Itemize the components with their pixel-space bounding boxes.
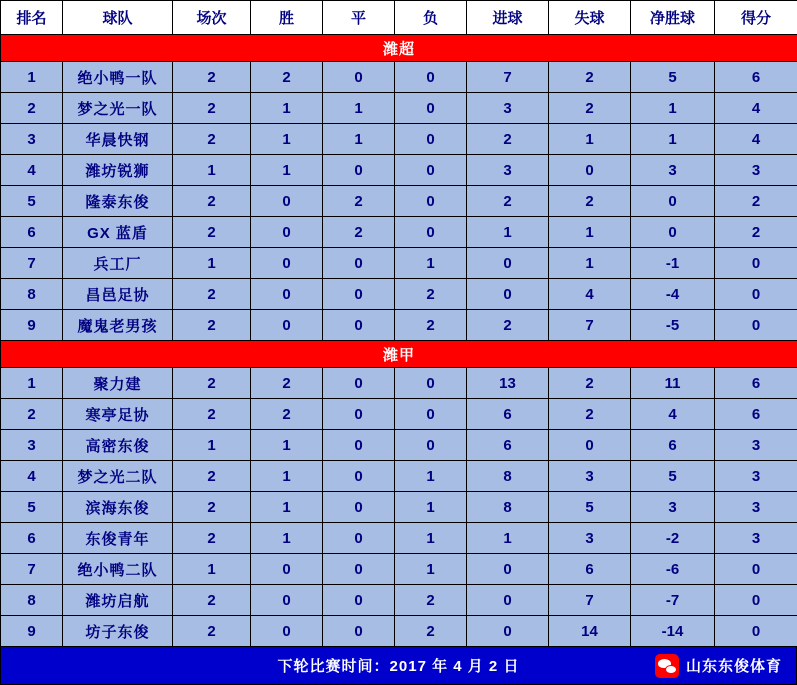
cell-win: 1: [251, 124, 323, 155]
cell-draw: 0: [323, 492, 395, 523]
cell-goals-for: 2: [467, 124, 549, 155]
cell-draw: 0: [323, 155, 395, 186]
cell-rank: 2: [1, 399, 63, 430]
table-row: [1, 93, 797, 124]
cell-rank: 1: [1, 368, 63, 399]
cell-loss: 0: [395, 155, 467, 186]
cell-win: 2: [251, 399, 323, 430]
cell-goal-diff: 5: [631, 461, 715, 492]
table-row: [1, 492, 797, 523]
cell-draw: 0: [323, 279, 395, 310]
cell-points: 2: [715, 186, 797, 217]
cell-points: 3: [715, 155, 797, 186]
cell-played: 2: [173, 310, 251, 341]
cell-loss: 0: [395, 399, 467, 430]
cell-rank: 7: [1, 554, 63, 585]
cell-win: 0: [251, 585, 323, 616]
cell-loss: 0: [395, 430, 467, 461]
table-row: [1, 248, 797, 279]
cell-win: 1: [251, 155, 323, 186]
cell-points: 6: [715, 368, 797, 399]
cell-win: 1: [251, 461, 323, 492]
cell-rank: 6: [1, 217, 63, 248]
cell-draw: 0: [323, 310, 395, 341]
cell-goals-against: 5: [549, 492, 631, 523]
column-header-goals-for: 进球: [467, 1, 549, 35]
cell-played: 1: [173, 554, 251, 585]
cell-points: 6: [715, 399, 797, 430]
cell-draw: 0: [323, 461, 395, 492]
table-body: [1, 35, 797, 647]
cell-rank: 8: [1, 279, 63, 310]
header-row: [1, 1, 797, 35]
cell-draw: 0: [323, 554, 395, 585]
cell-goals-against: 6: [549, 554, 631, 585]
cell-points: 0: [715, 616, 797, 647]
group-title: 潍甲: [1, 341, 797, 368]
cell-loss: 1: [395, 554, 467, 585]
cell-team: 昌邑足协: [63, 279, 173, 310]
table-row: [1, 554, 797, 585]
cell-team: 绝小鸭一队: [63, 62, 173, 93]
table-row: [1, 124, 797, 155]
cell-goals-for: 2: [467, 310, 549, 341]
cell-played: 1: [173, 155, 251, 186]
cell-rank: 4: [1, 155, 63, 186]
cell-team: 潍坊启航: [63, 585, 173, 616]
cell-win: 2: [251, 62, 323, 93]
cell-goals-for: 8: [467, 492, 549, 523]
cell-played: 2: [173, 399, 251, 430]
cell-loss: 0: [395, 368, 467, 399]
cell-points: 2: [715, 217, 797, 248]
cell-goal-diff: 3: [631, 492, 715, 523]
table-row: [1, 616, 797, 647]
cell-draw: 1: [323, 93, 395, 124]
cell-loss: 1: [395, 492, 467, 523]
next-round-text: 下轮比赛时间：2017 年 4 月 2 日: [277, 658, 520, 675]
cell-rank: 3: [1, 430, 63, 461]
group-title: 潍超: [1, 35, 797, 62]
cell-draw: 0: [323, 62, 395, 93]
cell-draw: 1: [323, 124, 395, 155]
cell-played: 2: [173, 186, 251, 217]
cell-played: 2: [173, 279, 251, 310]
cell-points: 4: [715, 124, 797, 155]
cell-rank: 7: [1, 248, 63, 279]
cell-draw: 0: [323, 248, 395, 279]
group-header-row: [1, 35, 797, 62]
cell-team: 梦之光二队: [63, 461, 173, 492]
cell-team: 绝小鸭二队: [63, 554, 173, 585]
cell-rank: 6: [1, 523, 63, 554]
cell-goals-against: 2: [549, 368, 631, 399]
cell-points: 3: [715, 523, 797, 554]
cell-points: 0: [715, 279, 797, 310]
column-header-played: 场次: [173, 1, 251, 35]
table-row: [1, 461, 797, 492]
cell-goal-diff: 1: [631, 93, 715, 124]
cell-goals-against: 2: [549, 93, 631, 124]
cell-goals-against: 3: [549, 523, 631, 554]
cell-played: 2: [173, 492, 251, 523]
cell-rank: 5: [1, 186, 63, 217]
table-row: [1, 62, 797, 93]
cell-team: 隆泰东俊: [63, 186, 173, 217]
cell-team: 聚力建: [63, 368, 173, 399]
cell-goals-for: 0: [467, 248, 549, 279]
cell-draw: 0: [323, 368, 395, 399]
cell-loss: 0: [395, 217, 467, 248]
cell-team: 东俊青年: [63, 523, 173, 554]
cell-draw: 0: [323, 616, 395, 647]
cell-rank: 1: [1, 62, 63, 93]
cell-goal-diff: 3: [631, 155, 715, 186]
cell-played: 1: [173, 430, 251, 461]
cell-loss: 1: [395, 523, 467, 554]
cell-goals-against: 1: [549, 124, 631, 155]
cell-win: 1: [251, 523, 323, 554]
table-row: [1, 585, 797, 616]
cell-played: 2: [173, 616, 251, 647]
cell-goals-against: 7: [549, 585, 631, 616]
table-row: [1, 186, 797, 217]
cell-rank: 8: [1, 585, 63, 616]
table-row: [1, 310, 797, 341]
cell-goals-for: 3: [467, 155, 549, 186]
cell-points: 4: [715, 93, 797, 124]
cell-goals-against: 2: [549, 186, 631, 217]
column-header-loss: 负: [395, 1, 467, 35]
cell-rank: 3: [1, 124, 63, 155]
cell-win: 0: [251, 554, 323, 585]
cell-goals-for: 3: [467, 93, 549, 124]
cell-goals-against: 7: [549, 310, 631, 341]
cell-goals-for: 2: [467, 186, 549, 217]
cell-draw: 0: [323, 399, 395, 430]
group-header-row: [1, 341, 797, 368]
cell-loss: 0: [395, 62, 467, 93]
cell-draw: 2: [323, 186, 395, 217]
cell-win: 0: [251, 248, 323, 279]
cell-played: 2: [173, 124, 251, 155]
cell-win: 2: [251, 368, 323, 399]
cell-played: 2: [173, 368, 251, 399]
cell-goal-diff: -7: [631, 585, 715, 616]
cell-played: 2: [173, 585, 251, 616]
cell-team: GX 蓝盾: [63, 217, 173, 248]
column-header-goals-against: 失球: [549, 1, 631, 35]
cell-win: 0: [251, 279, 323, 310]
column-header-win: 胜: [251, 1, 323, 35]
cell-goal-diff: 11: [631, 368, 715, 399]
cell-goals-against: 0: [549, 430, 631, 461]
cell-goal-diff: 0: [631, 186, 715, 217]
cell-rank: 4: [1, 461, 63, 492]
table-row: [1, 399, 797, 430]
cell-goals-for: 1: [467, 523, 549, 554]
cell-goals-for: 7: [467, 62, 549, 93]
cell-goal-diff: 6: [631, 430, 715, 461]
brand-block: [655, 654, 782, 678]
cell-goal-diff: -6: [631, 554, 715, 585]
cell-goals-against: 14: [549, 616, 631, 647]
cell-points: 0: [715, 310, 797, 341]
cell-goal-diff: -2: [631, 523, 715, 554]
cell-team: 高密东俊: [63, 430, 173, 461]
cell-points: 0: [715, 248, 797, 279]
cell-played: 2: [173, 217, 251, 248]
footer-bar: [0, 647, 797, 685]
cell-points: 0: [715, 554, 797, 585]
cell-rank: 9: [1, 616, 63, 647]
cell-goals-for: 8: [467, 461, 549, 492]
cell-draw: 2: [323, 217, 395, 248]
column-header-points: 得分: [715, 1, 797, 35]
cell-goals-against: 4: [549, 279, 631, 310]
cell-points: 3: [715, 461, 797, 492]
cell-goals-against: 2: [549, 399, 631, 430]
cell-goal-diff: -14: [631, 616, 715, 647]
cell-goals-for: 6: [467, 430, 549, 461]
cell-loss: 1: [395, 248, 467, 279]
cell-team: 魔鬼老男孩: [63, 310, 173, 341]
cell-goal-diff: 4: [631, 399, 715, 430]
cell-rank: 5: [1, 492, 63, 523]
cell-goals-for: 1: [467, 217, 549, 248]
cell-goals-for: 13: [467, 368, 549, 399]
cell-goals-for: 0: [467, 585, 549, 616]
cell-rank: 2: [1, 93, 63, 124]
cell-team: 寒亭足协: [63, 399, 173, 430]
cell-goals-for: 0: [467, 279, 549, 310]
cell-played: 2: [173, 523, 251, 554]
cell-goals-for: 0: [467, 554, 549, 585]
cell-loss: 0: [395, 124, 467, 155]
cell-team: 坊子东俊: [63, 616, 173, 647]
column-header-draw: 平: [323, 1, 395, 35]
cell-goal-diff: 1: [631, 124, 715, 155]
cell-loss: 2: [395, 279, 467, 310]
cell-goals-against: 0: [549, 155, 631, 186]
table-row: [1, 217, 797, 248]
cell-loss: 2: [395, 585, 467, 616]
cell-draw: 0: [323, 523, 395, 554]
cell-loss: 1: [395, 461, 467, 492]
column-header-rank: 排名: [1, 1, 63, 35]
column-header-team: 球队: [63, 1, 173, 35]
cell-goals-for: 6: [467, 399, 549, 430]
table-row: [1, 279, 797, 310]
cell-points: 6: [715, 62, 797, 93]
cell-win: 1: [251, 492, 323, 523]
cell-points: 0: [715, 585, 797, 616]
cell-points: 3: [715, 430, 797, 461]
cell-draw: 0: [323, 430, 395, 461]
cell-points: 3: [715, 492, 797, 523]
cell-goals-against: 1: [549, 217, 631, 248]
cell-win: 1: [251, 430, 323, 461]
cell-goal-diff: -4: [631, 279, 715, 310]
cell-win: 0: [251, 217, 323, 248]
cell-win: 0: [251, 616, 323, 647]
cell-goal-diff: -5: [631, 310, 715, 341]
cell-goals-against: 3: [549, 461, 631, 492]
cell-rank: 9: [1, 310, 63, 341]
wechat-icon: [655, 654, 679, 678]
table-row: [1, 155, 797, 186]
cell-win: 0: [251, 186, 323, 217]
cell-loss: 0: [395, 186, 467, 217]
table-row: [1, 430, 797, 461]
cell-played: 2: [173, 461, 251, 492]
cell-team: 梦之光一队: [63, 93, 173, 124]
cell-goals-against: 1: [549, 248, 631, 279]
cell-team: 滨海东俊: [63, 492, 173, 523]
column-header-goal-diff: 净胜球: [631, 1, 715, 35]
table-header: [1, 1, 797, 35]
cell-goals-for: 0: [467, 616, 549, 647]
brand-label: 山东东俊体育: [685, 658, 782, 675]
cell-team: 潍坊锐狮: [63, 155, 173, 186]
cell-played: 2: [173, 62, 251, 93]
cell-goals-against: 2: [549, 62, 631, 93]
cell-loss: 2: [395, 616, 467, 647]
cell-goal-diff: -1: [631, 248, 715, 279]
cell-loss: 0: [395, 93, 467, 124]
cell-loss: 2: [395, 310, 467, 341]
cell-team: 华晨快钢: [63, 124, 173, 155]
cell-win: 0: [251, 310, 323, 341]
cell-draw: 0: [323, 585, 395, 616]
cell-goal-diff: 5: [631, 62, 715, 93]
cell-played: 2: [173, 93, 251, 124]
cell-goal-diff: 0: [631, 217, 715, 248]
cell-played: 1: [173, 248, 251, 279]
table-row: [1, 368, 797, 399]
cell-win: 1: [251, 93, 323, 124]
cell-team: 兵工厂: [63, 248, 173, 279]
table-row: [1, 523, 797, 554]
